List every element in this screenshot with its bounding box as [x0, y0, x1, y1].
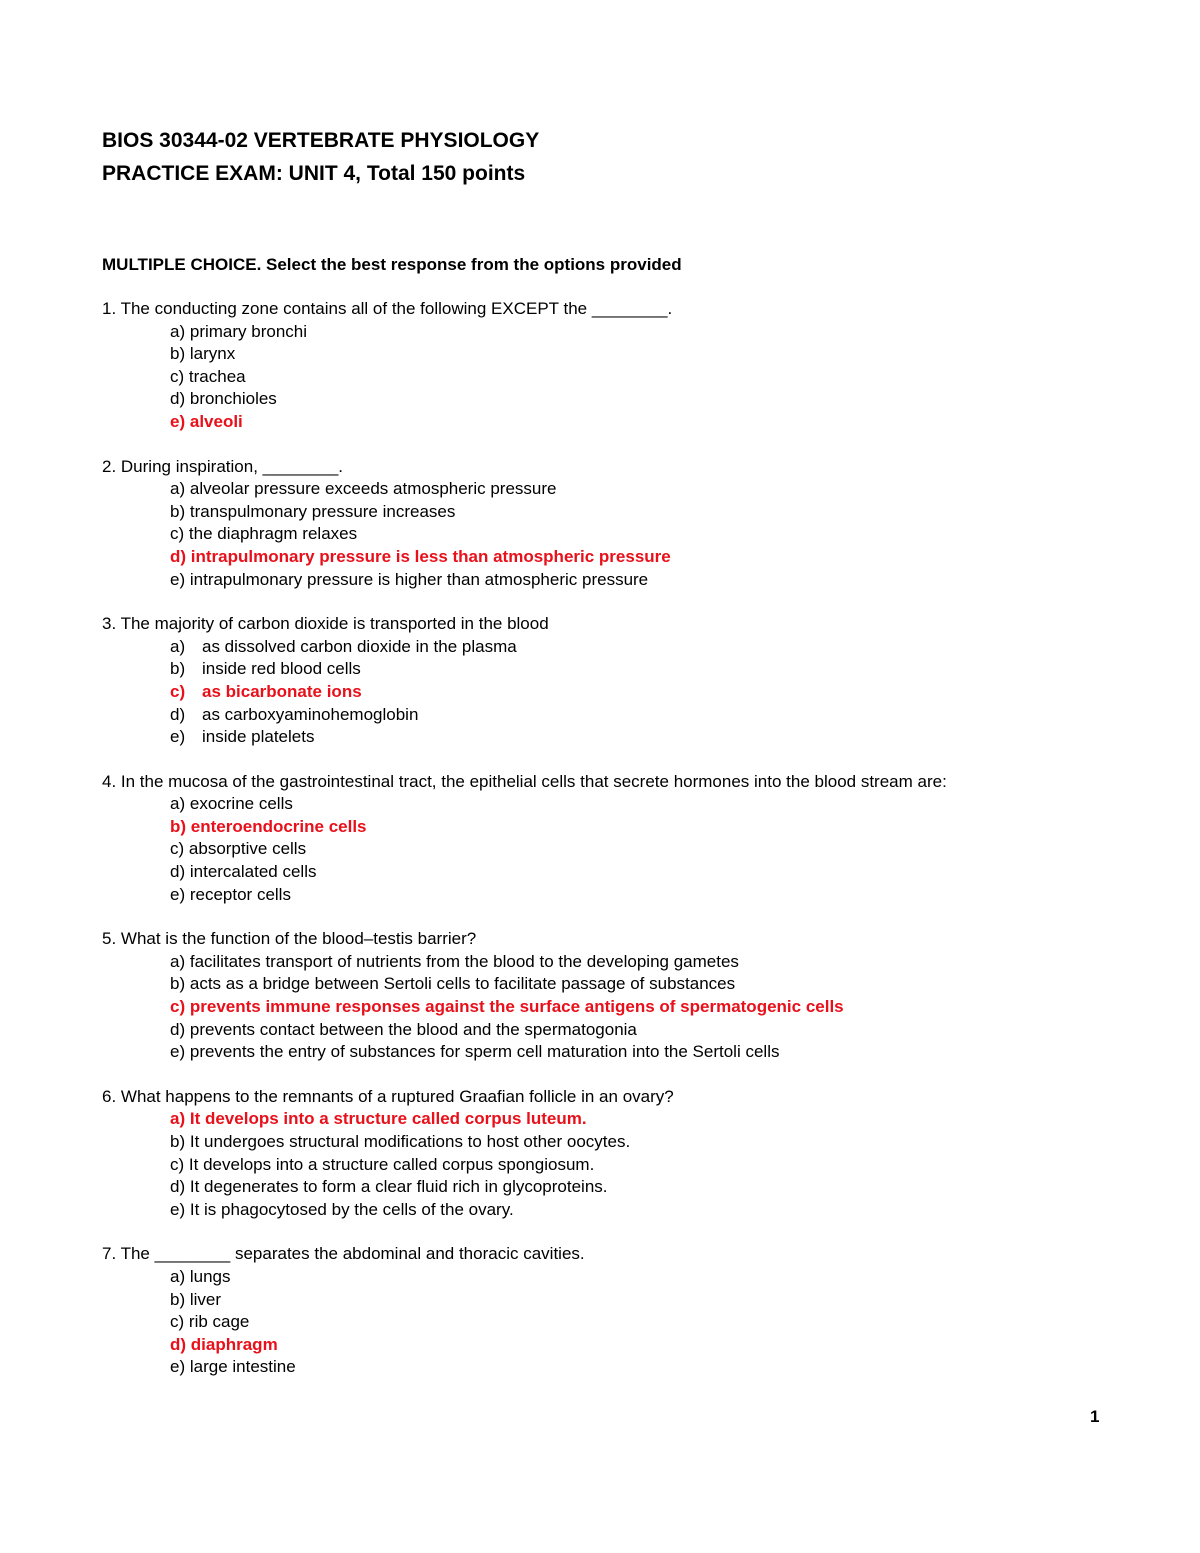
- option-letter: a): [170, 794, 186, 814]
- option-d: [170, 704, 1102, 727]
- option-text: It is phagocytosed by the cells of the ovary.: [189, 1199, 514, 1219]
- correct-answer-option-c: [170, 996, 1102, 1019]
- option-e: [170, 1356, 1102, 1379]
- option-text: absorptive cells: [188, 839, 307, 859]
- option-a: [170, 951, 1102, 974]
- option-text: alveolar pressure exceeds atmospheric pressure: [189, 479, 557, 499]
- option-text: diaphragm: [190, 1334, 278, 1354]
- option-e: [170, 1199, 1102, 1222]
- option-letter: d): [170, 862, 186, 882]
- option-text: alveoli: [189, 411, 243, 431]
- option-letter: b): [170, 1289, 186, 1309]
- option-a: [170, 636, 1102, 659]
- option-letter: b): [170, 501, 186, 521]
- section-instructions: MULTIPLE CHOICE. Select the best response from the options provided: [102, 255, 682, 274]
- question-1: [102, 298, 1102, 434]
- option-b: [170, 343, 1102, 366]
- option-text: It develops into a structure called corpus luteum.: [189, 1109, 587, 1129]
- option-letter: e): [170, 1199, 186, 1219]
- option-e: [170, 726, 1102, 749]
- course-title: BIOS 30344-02 VERTEBRATE PHYSIOLOGY: [102, 129, 540, 152]
- option-text: facilitates transport of nutrients from the blood to the developing gametes: [189, 951, 739, 971]
- question-6: [102, 1086, 1102, 1222]
- option-text: It undergoes structural modifications to host other oocytes.: [189, 1132, 631, 1151]
- option-a: [170, 793, 1102, 816]
- option-text: intrapulmonary pressure is higher than atmospheric pressure: [189, 569, 649, 589]
- option-d: [170, 861, 1102, 884]
- exam-title: PRACTICE EXAM: UNIT 4, Total 150 points: [102, 162, 526, 185]
- option-letter: c): [170, 1312, 185, 1332]
- option-letter: d): [170, 546, 187, 566]
- option-d: [170, 1019, 1102, 1042]
- option-letter: e): [170, 411, 186, 431]
- option-letter: d): [170, 1019, 186, 1039]
- option-letter: b): [170, 1132, 186, 1151]
- option-e: [170, 884, 1102, 907]
- option-letter: b): [170, 344, 186, 364]
- option-letter: d): [170, 1177, 186, 1197]
- option-e: [170, 1041, 1102, 1064]
- option-letter: a): [170, 1266, 186, 1286]
- option-b: [170, 1131, 1102, 1154]
- option-letter: b): [170, 659, 186, 679]
- option-a: [170, 1266, 1102, 1289]
- correct-answer-option-d: [170, 546, 1102, 569]
- question-2: [102, 456, 1102, 592]
- option-a: [170, 478, 1102, 501]
- option-letter: b): [170, 816, 187, 836]
- option-e: [170, 569, 1102, 592]
- correct-answer-option-d: [170, 1334, 1102, 1357]
- correct-answer-option-e: [170, 411, 1102, 434]
- option-text: prevents the entry of substances for sperm cell maturation into the Sertoli cells: [189, 1042, 780, 1062]
- exam-header: [102, 124, 539, 190]
- question-stem: 4. In the mucosa of the gastrointestinal tract, the epithelial cells that secrete hormones into the blood stream are:: [102, 771, 947, 791]
- option-letter: c): [170, 997, 186, 1017]
- option-text: as dissolved carbon dioxide in the plasma: [202, 636, 517, 656]
- option-letter: e): [170, 727, 186, 747]
- option-letter: a): [170, 479, 186, 499]
- option-text: acts as a bridge between Sertoli cells to facilitate passage of substances: [189, 974, 736, 994]
- option-letter: e): [170, 1042, 186, 1062]
- question-4: [102, 771, 1102, 907]
- option-letter: b): [170, 974, 186, 994]
- option-letter: c): [170, 524, 185, 544]
- option-text: It degenerates to form a clear fluid rich in glycoproteins.: [189, 1177, 608, 1197]
- option-letter: d): [170, 704, 186, 724]
- option-text: trachea: [188, 366, 246, 386]
- option-text: prevents immune responses against the surface antigens of spermatogenic cells: [189, 997, 844, 1017]
- option-text: as carboxyaminohemoglobin: [202, 704, 419, 724]
- option-d: [170, 388, 1102, 411]
- answer-options: [102, 636, 1102, 749]
- question-3: [102, 613, 1102, 749]
- option-letter: e): [170, 1357, 186, 1377]
- question-7: [102, 1243, 1102, 1379]
- option-letter: a): [170, 636, 186, 656]
- option-letter: a): [170, 951, 186, 971]
- answer-options: [102, 478, 1102, 591]
- option-text: transpulmonary pressure increases: [189, 501, 456, 521]
- option-text: intrapulmonary pressure is less than atmospheric pressure: [190, 546, 671, 566]
- question-5: [102, 928, 1102, 1064]
- option-text: larynx: [189, 344, 236, 364]
- option-letter: d): [170, 1334, 187, 1354]
- option-text: intercalated cells: [189, 862, 317, 882]
- option-text: enteroendocrine cells: [190, 816, 367, 836]
- option-letter: a): [170, 1109, 186, 1129]
- option-c: [170, 838, 1102, 861]
- option-c: [170, 366, 1102, 389]
- question-stem: 3. The majority of carbon dioxide is transported in the blood: [102, 614, 549, 634]
- option-b: [170, 658, 1102, 681]
- option-text: inside red blood cells: [202, 659, 361, 679]
- option-text: primary bronchi: [189, 321, 308, 341]
- option-text: bronchioles: [189, 389, 277, 409]
- option-text: rib cage: [188, 1312, 250, 1332]
- option-text: It develops into a structure called corpus spongiosum.: [188, 1154, 595, 1174]
- option-letter: e): [170, 884, 186, 904]
- question-stem: 2. During inspiration, ________.: [102, 456, 343, 476]
- option-b: [170, 973, 1102, 996]
- option-text: receptor cells: [189, 884, 291, 904]
- option-c: [170, 1311, 1102, 1334]
- option-letter: c): [170, 681, 186, 701]
- correct-answer-option-a: [170, 1108, 1102, 1131]
- page-number: 1: [1090, 1407, 1100, 1426]
- option-letter: c): [170, 1154, 185, 1174]
- option-text: the diaphragm relaxes: [188, 524, 358, 544]
- option-text: as bicarbonate ions: [202, 681, 362, 701]
- option-letter: e): [170, 569, 186, 589]
- option-text: large intestine: [189, 1357, 296, 1377]
- answer-options: [102, 793, 1102, 906]
- option-b: [170, 501, 1102, 524]
- option-letter: a): [170, 321, 186, 341]
- question-list: [102, 298, 1102, 1401]
- answer-options: [102, 1266, 1102, 1379]
- option-text: liver: [189, 1289, 222, 1309]
- question-stem: 6. What happens to the remnants of a ruptured Graafian follicle in an ovary?: [102, 1086, 674, 1106]
- option-text: inside platelets: [202, 727, 315, 747]
- answer-options: [102, 321, 1102, 434]
- answer-options: [102, 1108, 1102, 1221]
- question-stem: 7. The ________ separates the abdominal and thoracic cavities.: [102, 1244, 585, 1264]
- option-text: exocrine cells: [189, 794, 293, 814]
- option-letter: d): [170, 389, 186, 409]
- option-b: [170, 1289, 1102, 1312]
- correct-answer-option-b: [170, 816, 1102, 839]
- correct-answer-option-c: [170, 681, 1102, 704]
- option-letter: c): [170, 839, 185, 859]
- option-a: [170, 321, 1102, 344]
- question-stem: 5. What is the function of the blood–testis barrier?: [102, 929, 477, 949]
- question-stem: 1. The conducting zone contains all of the following EXCEPT the ________.: [102, 299, 673, 318]
- option-text: prevents contact between the blood and the spermatogonia: [189, 1019, 637, 1039]
- option-text: lungs: [189, 1266, 231, 1286]
- option-c: [170, 1154, 1102, 1177]
- option-d: [170, 1176, 1102, 1199]
- option-letter: c): [170, 366, 185, 386]
- answer-options: [102, 951, 1102, 1064]
- option-c: [170, 523, 1102, 546]
